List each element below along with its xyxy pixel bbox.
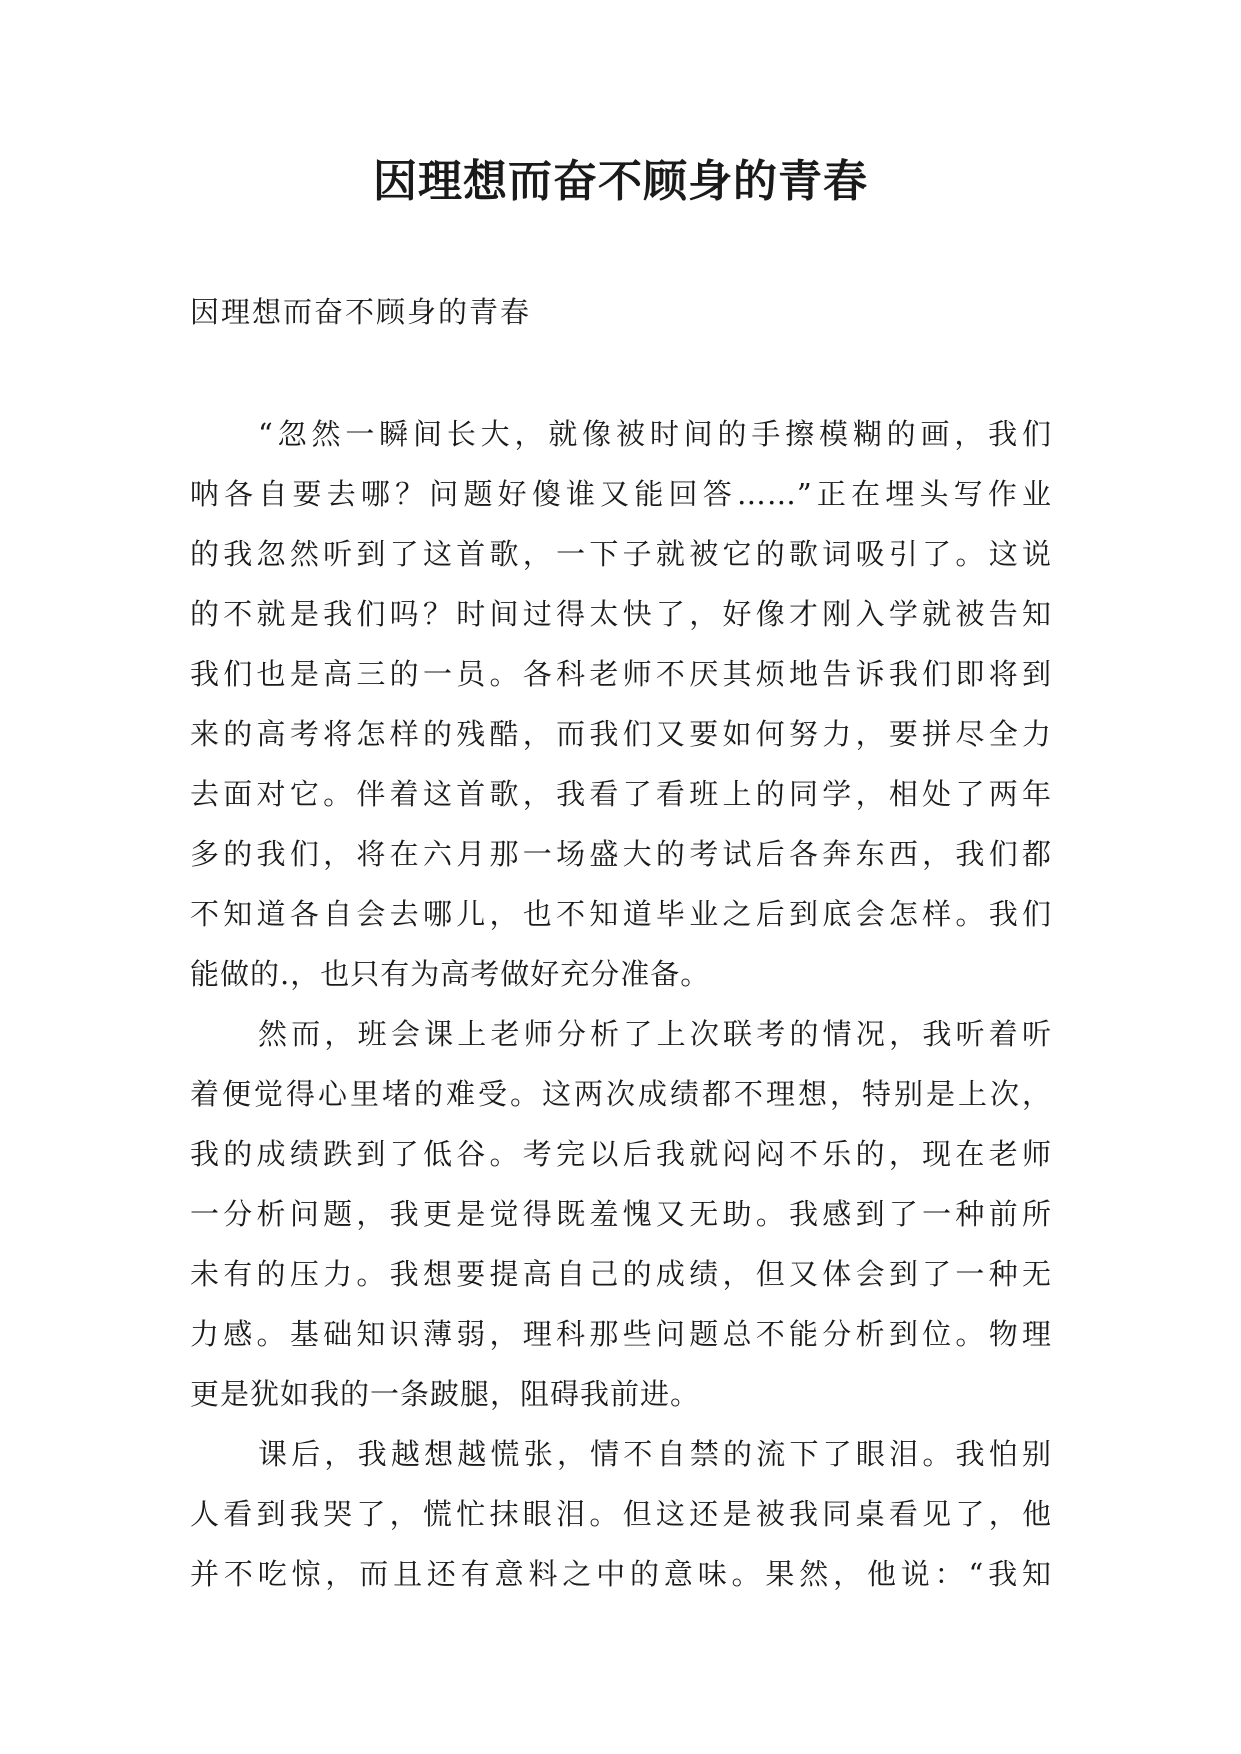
document-subtitle: 因理想而奋不顾身的青春 bbox=[190, 295, 532, 329]
paragraph bbox=[190, 1424, 1052, 1604]
paragraph-line: 并不吃惊，而且还有意料之中的意味。果然，他说：“我知 bbox=[190, 1557, 1052, 1591]
paragraph-line: 未有的压力。我想要提高自己的成绩，但又体会到了一种无 bbox=[190, 1257, 1052, 1291]
paragraph-line: 人看到我哭了，慌忙抹眼泪。但这还是被我同桌看见了，他 bbox=[190, 1497, 1052, 1531]
paragraph-line: 我们也是高三的一员。各科老师不厌其烦地告诉我们即将到 bbox=[190, 657, 1052, 691]
paragraph-line: “忽然一瞬间长大，就像被时间的手擦模糊的画，我们 bbox=[258, 417, 1052, 451]
paragraph bbox=[190, 404, 1052, 1004]
paragraph-line: 呐各自要去哪？问题好傻谁又能回答……”正在埋头写作业 bbox=[190, 477, 1052, 511]
paragraph-line: 然而，班会课上老师分析了上次联考的情况，我听着听 bbox=[258, 1017, 1052, 1051]
paragraph-line: 着便觉得心里堵的难受。这两次成绩都不理想，特别是上次， bbox=[190, 1077, 1052, 1111]
paragraph-line: 的我忽然听到了这首歌，一下子就被它的歌词吸引了。这说 bbox=[190, 537, 1052, 571]
document-body bbox=[190, 404, 1052, 1604]
paragraph-line: 我的成绩跌到了低谷。考完以后我就闷闷不乐的，现在老师 bbox=[190, 1137, 1052, 1171]
document-title: 因理想而奋不顾身的青春 bbox=[373, 156, 868, 207]
paragraph-line: 能做的.，也只有为高考做好充分准备。 bbox=[190, 957, 711, 991]
paragraph-line: 力感。基础知识薄弱，理科那些问题总不能分析到位。物理 bbox=[190, 1317, 1052, 1351]
paragraph-line: 课后，我越想越慌张，情不自禁的流下了眼泪。我怕别 bbox=[258, 1437, 1052, 1471]
paragraph-line: 多的我们，将在六月那一场盛大的考试后各奔东西，我们都 bbox=[190, 837, 1052, 871]
paragraph-line: 一分析问题，我更是觉得既羞愧又无助。我感到了一种前所 bbox=[190, 1197, 1052, 1231]
paragraph bbox=[190, 1004, 1052, 1424]
paragraph-line: 不知道各自会去哪儿，也不知道毕业之后到底会怎样。我们 bbox=[190, 897, 1052, 931]
paragraph-line: 来的高考将怎样的残酷，而我们又要如何努力，要拼尽全力 bbox=[190, 717, 1052, 751]
paragraph-line: 去面对它。伴着这首歌，我看了看班上的同学，相处了两年 bbox=[190, 777, 1052, 811]
paragraph-line: 的不就是我们吗？时间过得太快了，好像才刚入学就被告知 bbox=[190, 597, 1052, 631]
paragraph-line: 更是犹如我的一条跛腿，阻碍我前进。 bbox=[190, 1377, 701, 1411]
